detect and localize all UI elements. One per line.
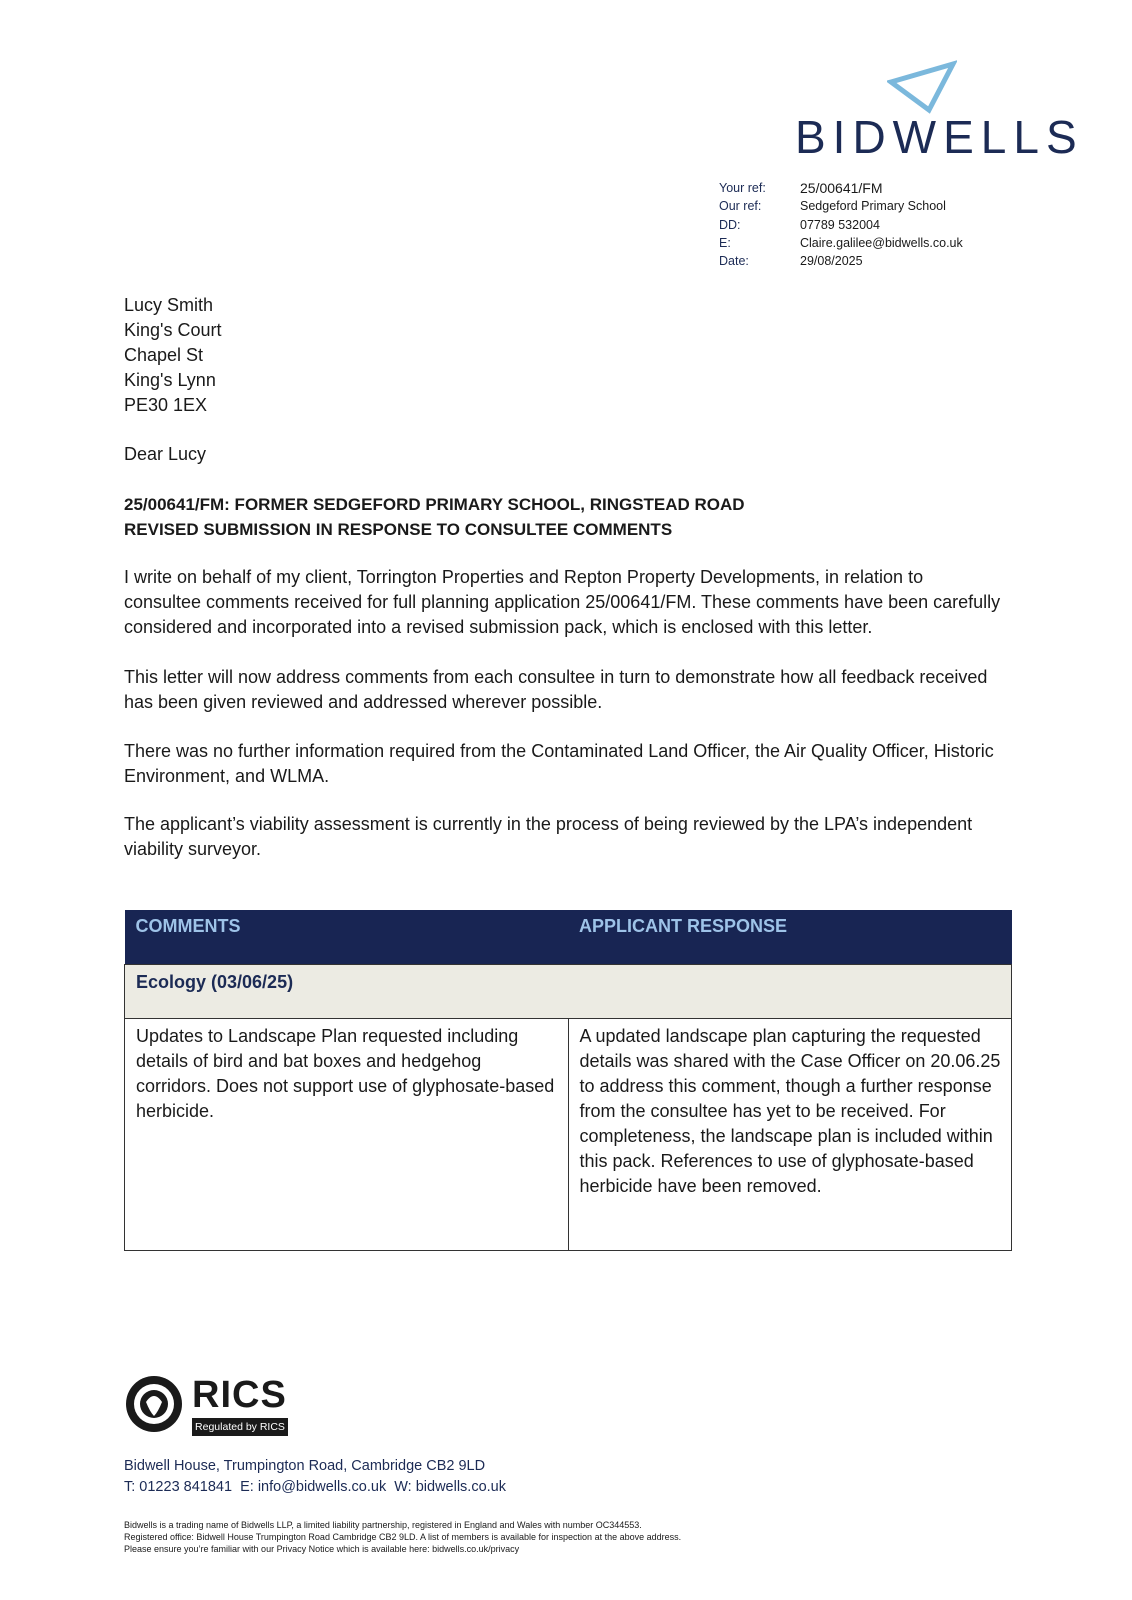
table-section-row: [125, 965, 1012, 1019]
footer-address: [124, 1456, 506, 1498]
ref-label: E:: [719, 235, 731, 250]
address-line: PE30 1EX: [124, 395, 208, 415]
body-paragraph: The applicant’s viability assessment is currently in the process of being reviewed by the LPA’s independent viability surveyor.: [124, 814, 973, 859]
address-line: Lucy Smith: [124, 295, 214, 315]
bidwells-logo: [795, 58, 1084, 168]
legal-line: Bidwells is a trading name of Bidwells LLP, a limited liability partnership, registered in England and Wales with number OC344553.: [124, 1520, 642, 1530]
rics-logo: [124, 1372, 304, 1442]
subject-heading: [124, 492, 745, 542]
salutation: Dear Lucy: [124, 444, 207, 464]
rics-wordmark: RICS: [192, 1374, 287, 1416]
body-paragraph: I write on behalf of my client, Torrington Properties and Repton Property Developments, in relation to consultee comments received for full planning application 25/00641/FM. These comments have been carefully considered and incorporated into a revised submission pack, which is enclosed with this letter.: [124, 567, 1001, 637]
address-line: King's Lynn: [124, 370, 216, 390]
ref-label: Date:: [719, 254, 749, 269]
ref-value: Sedgeford Primary School: [800, 199, 946, 214]
address-line: Chapel St: [124, 345, 204, 365]
legal-notice: [124, 1519, 681, 1555]
ref-label: DD:: [719, 217, 741, 232]
subject-line: 25/00641/FM: FORMER SEDGEFORD PRIMARY SCHOOL, RINGSTEAD ROAD: [124, 495, 745, 514]
footer-contact-line: T: 01223 841841 E: info@bidwells.co.uk W: bidwells.co.uk: [124, 1479, 506, 1495]
ref-row-email: [719, 234, 963, 252]
table-header-row: [125, 910, 1012, 965]
logo-wordmark: BIDWELLS: [795, 111, 1084, 163]
ref-row-dd: [719, 216, 963, 234]
triangle-logo-icon: [887, 58, 957, 114]
ref-row-your-ref: [719, 179, 963, 197]
column-header-applicant-response: APPLICANT RESPONSE: [568, 910, 1012, 965]
rics-badge: Regulated by RICS: [195, 1421, 285, 1433]
ref-label: Our ref:: [719, 199, 762, 214]
address-line: King's Court: [124, 320, 222, 340]
response-cell: A updated landscape plan capturing the requested details was shared with the Case Officer on 20.06.25 to address this comment, though a further response from the consultee has yet to be received. For completeness, the landscape plan is included within this pack. References to use of glyphosate-based herbicide have been removed.: [568, 1019, 1012, 1251]
ref-label: Your ref:: [719, 181, 766, 195]
comment-cell: Updates to Landscape Plan requested including details of bird and bat boxes and hedgehog corridors. Does not support use of glyphosate-based herbicide.: [125, 1019, 569, 1251]
reference-block: [719, 179, 963, 270]
section-title: Ecology (03/06/25): [125, 965, 1012, 1019]
legal-line: Registered office: Bidwell House Trumpington Road Cambridge CB2 9LD. A list of members is available for inspection at the above address.: [124, 1532, 682, 1542]
footer-address-line: Bidwell House, Trumpington Road, Cambridge CB2 9LD: [124, 1458, 486, 1474]
ref-value: 07789 532004: [800, 217, 880, 232]
ref-row-our-ref: [719, 197, 963, 215]
ref-row-date: [719, 252, 963, 270]
recipient-address: [124, 293, 221, 418]
table-row: [125, 1019, 1012, 1251]
subject-line: REVISED SUBMISSION IN RESPONSE TO CONSULTEE COMMENTS: [124, 520, 673, 539]
comments-table: [124, 910, 1012, 1251]
column-header-comments: COMMENTS: [125, 910, 569, 965]
ref-value: 29/08/2025: [800, 254, 863, 269]
body-paragraph: There was no further information required from the Contaminated Land Officer, the Air Quality Officer, Historic Environment, and WLMA.: [124, 741, 994, 786]
legal-line: Please ensure you’re familiar with our Privacy Notice which is available here: bidwells.co.uk/privacy: [124, 1544, 520, 1554]
body-paragraph: This letter will now address comments from each consultee in turn to demonstrate how all feedback received has been given reviewed and addressed wherever possible.: [124, 667, 988, 712]
ref-value: 25/00641/FM: [800, 180, 883, 196]
ref-value: Claire.galilee@bidwells.co.uk: [800, 235, 963, 250]
